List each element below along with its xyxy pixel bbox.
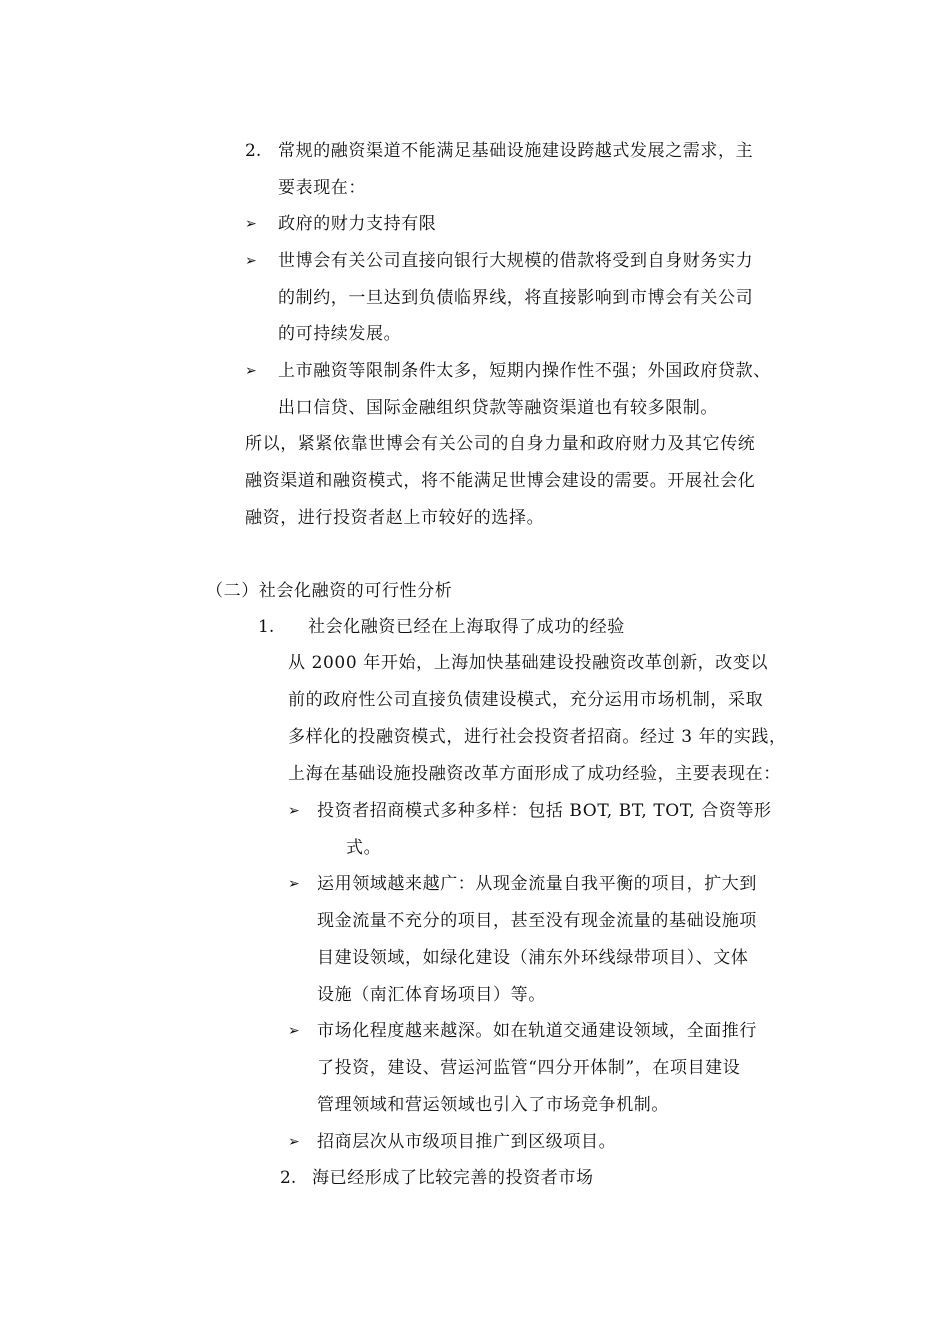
arrowhead-bullet-icon: ➢ [245,216,257,232]
item-2-number: 2. [280,1168,297,1188]
conclusion-line-1: 所以，紧紧依靠世博会有关公司的自身力量和政府财力及其它传统 [245,434,756,454]
para-line-1: 从 2000 年开始，上海加快基础建设投融资改革创新，改变以 [288,653,769,673]
s2-bullet-2-line-3: 目建设领域，如绿化建设（浦东外环线绿带项目）、文体 [317,948,749,968]
arrowhead-bullet-icon: ➢ [288,1134,300,1150]
s2-bullet-3-line-3: 管理领域和营运领域也引入了市场竞争机制。 [317,1095,669,1115]
s2-bullet-1-line-1: 投资者招商模式多种多样：包括 BOT, BT, TOT, 合资等形 [317,801,772,821]
conclusion-line-3: 融资，进行投资者赵上市较好的选择。 [245,508,545,528]
s2-bullet-2-line-1: 运用领域越来越广：从现金流量自我平衡的项目，扩大到 [317,874,757,894]
item-2-number: 2. [245,141,262,161]
s2-bullet-3-line-2: 了投资，建设、营运河监管“四分开体制”，在项目建设 [317,1058,741,1078]
section-2-heading: （二）社会化融资的可行性分析 [206,581,453,601]
item-2-line-2: 要表现在： [278,178,366,198]
para-line-2: 前的政府性公司直接负债建设模式，充分运用市场机制，采取 [288,690,764,710]
item-1-number: 1. [258,617,275,637]
bullet-3-line-2: 出口信贷、国际金融组织贷款等融资渠道也有较多限制。 [278,398,718,418]
arrowhead-bullet-icon: ➢ [245,253,257,269]
s2-bullet-2-line-4: 设施（南汇体育场项目）等。 [317,985,546,1005]
bullet-2-line-3: 的可持续发展。 [278,324,402,344]
bullet-1-line-1: 政府的财力支持有限 [278,214,437,234]
s2-bullet-3-line-1: 市场化程度越来越深。如在轨道交通建设领域，全面推行 [317,1021,757,1041]
bullet-2-line-1: 世博会有关公司直接向银行大规模的借款将受到自身财务实力 [278,251,754,271]
s2-bullet-4-line-1: 招商层次从市级项目推广到区级项目。 [317,1132,617,1152]
item-1-title: 社会化融资已经在上海取得了成功的经验 [308,617,625,637]
para-line-3: 多样化的投融资模式，进行社会投资者招商。经过 3 年的实践， [288,727,787,747]
s2-bullet-2-line-2: 现金流量不充分的项目，甚至没有现金流量的基础设施项 [317,911,757,931]
para-line-4: 上海在基础设施投融资改革方面形成了成功经验，主要表现在： [288,764,781,784]
item-2-line-1: 常规的融资渠道不能满足基础设施建设跨越式发展之需求，主 [278,141,754,161]
arrowhead-bullet-icon: ➢ [288,1023,300,1039]
item-2-title: 海已经形成了比较完善的投资者市场 [312,1168,594,1188]
arrowhead-bullet-icon: ➢ [245,363,257,379]
bullet-3-line-1: 上市融资等限制条件太多，短期内操作性不强；外国政府贷款、 [278,361,771,381]
conclusion-line-2: 融资渠道和融资模式，将不能满足世博会建设的需要。开展社会化 [245,471,756,491]
arrowhead-bullet-icon: ➢ [288,803,300,819]
s2-bullet-1-line-2: 式。 [346,838,382,858]
arrowhead-bullet-icon: ➢ [288,876,300,892]
bullet-2-line-2: 的制约，一旦达到负债临界线，将直接影响到市博会有关公司 [278,288,754,308]
